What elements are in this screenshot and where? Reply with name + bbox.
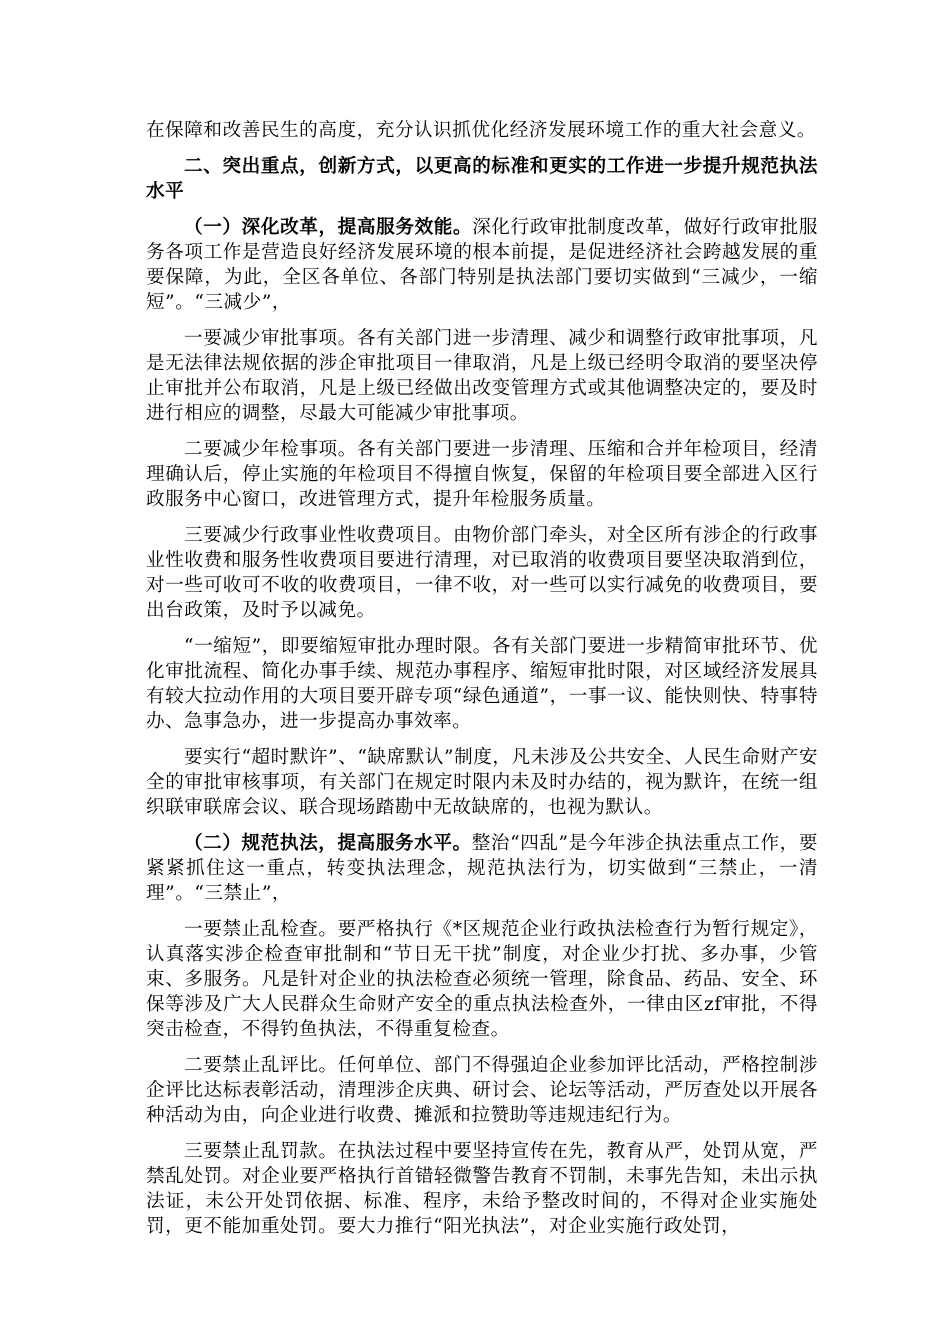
paragraph (146, 437, 818, 512)
section-heading-2 (146, 154, 818, 204)
paragraph-subsection-1 (146, 215, 818, 315)
paragraph-text: 在保障和改善民生的高度，充分认识抓优化经济发展环境工作的重大社会意义。 (146, 120, 817, 141)
paragraph (146, 634, 818, 734)
heading-text: 二、突出重点，创新方式，以更高的标准和更实的工作进一步提升规范执法水平 (146, 156, 818, 202)
paragraph (146, 523, 818, 623)
paragraph-text: 要实行“超时默许”、“缺席默认”制度，凡未涉及公共安全、人民生命财产安全的审批审核事项，有关部门在规定时限内未及时办结的，视为默许，在统一组织联审联席会议、联合现场踏勘中无故缺席的，也视为默认。 (146, 747, 818, 818)
paragraph (146, 326, 818, 426)
paragraph-text: 深化行政审批制度改革，做好行政审批服务各项工作是营造良好经济发展环境的根本前提，是促进经济社会跨越发展的重要保障，为此，全区各单位、各部门特别是执法部门要切实做到“三减少，一缩短”。“三减少”， (146, 217, 818, 313)
subsection-title: （二）规范执法，提高服务水平。 (184, 833, 472, 854)
document-page (146, 118, 818, 1250)
paragraph-text: 整治“四乱”是今年涉企执法重点工作，要紧紧抓住这一重点，转变执法理念，规范执法行为，切实做到“三禁止，一清理”。“三禁止”， (146, 833, 818, 904)
paragraph (146, 1139, 818, 1239)
paragraph-continuation (146, 118, 818, 143)
paragraph-text: “一缩短”，即要缩短审批办理时限。各有关部门要进一步精简审批环节、优化审批流程、简化办事手续、规范办事程序、缩短审批时限，对区域经济发展具有较大拉动作用的大项目要开辟专项“绿色通道”，一事一议、能快则快、特事特办、急事急办，进一步提高办事效率。 (146, 636, 818, 732)
paragraph (146, 917, 818, 1042)
paragraph-text: 二要减少年检事项。各有关部门要进一步清理、压缩和合并年检项目，经清理确认后，停止实施的年检项目不得擅自恢复，保留的年检项目要全部进入区行政服务中心窗口，改进管理方式，提升年检服务质量。 (146, 439, 818, 510)
subsection-title: （一）深化改革，提高服务效能。 (184, 217, 473, 238)
paragraph-text: 三要禁止乱罚款。在执法过程中要坚持宣传在先，教育从严，处罚从宽，严禁乱处罚。对企业要严格执行首错轻微警告教育不罚制，未事先告知，未出示执法证，未公开处罚依据、标准、程序，未给予整改时间的，不得对企业实施处罚，更不能加重处罚。要大力推行“阳光执法”，对企业实施行政处罚， (146, 1141, 818, 1237)
paragraph-text: 一要减少审批事项。各有关部门进一步清理、减少和调整行政审批事项，凡是无法律法规依据的涉企审批项目一律取消，凡是上级已经明令取消的要坚决停止审批并公布取消，凡是上级已经做出改变管理方式或其他调整决定的，要及时进行相应的调整，尽最大可能减少审批事项。 (146, 328, 818, 424)
paragraph-text: 二要禁止乱评比。任何单位、部门不得强迫企业参加评比活动，严格控制涉企评比达标表彰活动，清理涉企庆典、研讨会、论坛等活动，严厉查处以开展各种活动为由，向企业进行收费、摊派和拉赞助等违规违纪行为。 (146, 1055, 818, 1126)
paragraph (146, 745, 818, 820)
paragraph-text: 一要禁止乱检查。要严格执行《*区规范企业行政执法检查行为暂行规定》，认真落实涉企检查审批制和“节日无干扰”制度，对企业少打扰、多办事，少管束、多服务。凡是针对企业的执法检查必须统一管理，除食品、药品、安全、环保等涉及广大人民群众生命财产安全的重点执法检查外，一律由区zf审批，不得突击检查，不得钓鱼执法，不得重复检查。 (146, 919, 818, 1040)
paragraph (146, 1053, 818, 1128)
paragraph-subsection-2 (146, 831, 818, 906)
paragraph-text: 三要减少行政事业性收费项目。由物价部门牵头，对全区所有涉企的行政事业性收费和服务性收费项目要进行清理，对已取消的收费项目要坚决取消到位，对一些可收可不收的收费项目，一律不收，对一些可以实行减免的收费项目，要出台政策，及时予以减免。 (146, 525, 818, 621)
